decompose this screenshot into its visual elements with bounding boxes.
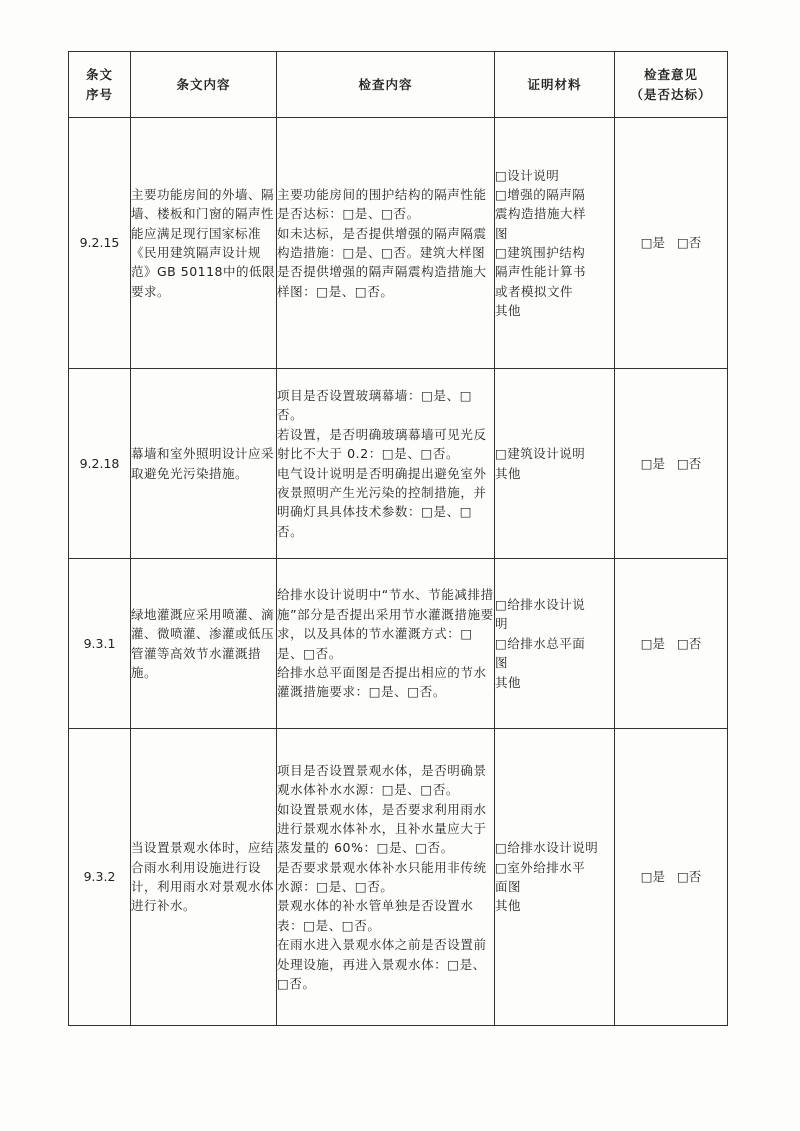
check-paragraph: 给排水总平面图是否提出相应的节水灌溉措施要求：□是、□否。 (277, 664, 487, 700)
check-paragraph: 如设置景观水体，是否要求利用雨水进行景观水体补水，且补水量应大于蒸发量的 60%：□是、□否。 (277, 801, 487, 856)
check-paragraph: 项目是否设置景观水体，是否明确景观水体补水水源：□是、□否。 (277, 762, 487, 798)
opinion-checkboxes (615, 369, 728, 559)
evidence-item: 其他 (495, 303, 522, 319)
clause-number: 9.3.2 (69, 729, 131, 1026)
evidence-item: □设计说明 (495, 167, 560, 183)
header-clause-number (69, 52, 131, 118)
evidence-materials (495, 729, 615, 1026)
clause-number: 9.2.18 (69, 369, 131, 559)
evidence-item: 或者模拟文件 (495, 283, 574, 299)
evidence-item: □建筑围护结构 (495, 245, 586, 260)
header-evidence: 证明材料 (495, 52, 615, 118)
evidence-item: 其他 (495, 898, 522, 914)
evidence-item: □增强的隔声隔 (495, 186, 586, 202)
check-paragraph: 若设置，是否明确玻璃幕墙可见光反射比不大于 0.2：□是、□否。 (277, 426, 487, 462)
clause-content: 幕墙和室外照明设计应采取避免光污染措施。 (131, 369, 277, 559)
check-paragraph: 电气设计说明是否明确提出避免室外夜景照明产生光污染的控制措施，并明确灯具具体技术参数：□是、□否。 (277, 465, 487, 539)
header-line: 检查意见 (643, 67, 698, 83)
evidence-item: 面图 (495, 879, 522, 894)
evidence-item: □室外给排水平 (495, 859, 586, 875)
opinion-checkbox-option[interactable]: □否 (677, 235, 702, 251)
opinion-checkboxes (615, 559, 728, 729)
opinion-checkbox-option[interactable]: □是 (640, 635, 665, 651)
evidence-item: 图 (495, 225, 509, 241)
clause-number: 9.2.15 (69, 118, 131, 369)
check-paragraph: 给排水设计说明中“节水、节能减排措施”部分是否提出采用节水灌溉措施要求，以及具体的节水灌溉方式：□是、□否。 (277, 587, 494, 661)
check-paragraph: 项目是否设置玻璃幕墙：□是、□否。 (277, 388, 473, 423)
evidence-item: □给排水总平面 (495, 635, 586, 651)
evidence-item: 图 (495, 655, 509, 671)
inspection-table (68, 51, 728, 1026)
check-paragraph: 在雨水进入景观水体之前是否设置前处理设施，再进入景观水体：□是、□否。 (277, 937, 487, 991)
table-row (69, 118, 728, 369)
opinion-checkbox-option[interactable]: □是 (640, 455, 665, 471)
header-opinion (615, 52, 728, 118)
check-content (277, 118, 495, 369)
opinion-checkboxes (615, 729, 728, 1026)
opinion-checkbox-option[interactable]: □否 (677, 455, 702, 471)
header-line: 条文 (85, 67, 113, 83)
table-row (69, 369, 728, 559)
evidence-materials (495, 369, 615, 559)
clause-content: 当设置景观水体时，应结合雨水利用设施进行设计，利用雨水对景观水体进行补水。 (131, 729, 277, 1026)
evidence-item: □给排水设计说 (495, 597, 586, 613)
evidence-item: 其他 (495, 465, 522, 481)
clause-content: 绿地灌溉应采用喷灌、滴灌、微喷灌、渗灌或低压管灌等高效节水灌溉措施。 (131, 559, 277, 729)
clause-number: 9.3.1 (69, 559, 131, 729)
check-content (277, 369, 495, 559)
evidence-materials (495, 559, 615, 729)
opinion-checkbox-option[interactable]: □否 (677, 635, 702, 651)
evidence-item: 其他 (495, 674, 522, 690)
evidence-item: □给排水设计说明 (495, 840, 599, 856)
opinion-checkbox-option[interactable]: □否 (677, 869, 702, 885)
check-paragraph: 是否要求景观水体补水只能用非传统水源：□是、□否。 (277, 859, 487, 894)
check-content (277, 729, 495, 1026)
evidence-item: 隔声性能计算书 (495, 264, 587, 280)
check-paragraph: 如未达标，是否提供增强的隔声隔震构造措施：□是、□否。建筑大样图是否提供增强的隔声隔震构造措施大样图：□是、□否。 (277, 225, 487, 299)
opinion-checkbox-option[interactable]: □是 (640, 235, 665, 251)
header-clause-content: 条文内容 (131, 52, 277, 118)
clause-content: 主要功能房间的外墙、隔墙、楼板和门窗的隔声性能应满足现行国家标准《民用建筑隔声设计规范》GB 50118中的低限要求。 (131, 118, 277, 369)
check-paragraph: 主要功能房间的围护结构的隔声性能是否达标：□是、□否。 (277, 186, 487, 222)
opinion-checkboxes (615, 118, 728, 369)
evidence-item: 震构造措施大样 (495, 206, 587, 222)
table-row (69, 729, 728, 1026)
evidence-item: 明 (495, 616, 509, 632)
check-content (277, 559, 495, 729)
header-line: （是否达标） (630, 86, 712, 102)
header-line: 序号 (85, 86, 113, 102)
table-row (69, 559, 728, 729)
opinion-checkbox-option[interactable]: □是 (640, 869, 665, 885)
header-check-content: 检查内容 (277, 52, 495, 118)
header-row (69, 52, 728, 118)
evidence-item: □建筑设计说明 (495, 446, 586, 462)
evidence-materials (495, 118, 615, 369)
check-paragraph: 景观水体的补水管单独是否设置水表：□是、□否。 (277, 898, 474, 933)
